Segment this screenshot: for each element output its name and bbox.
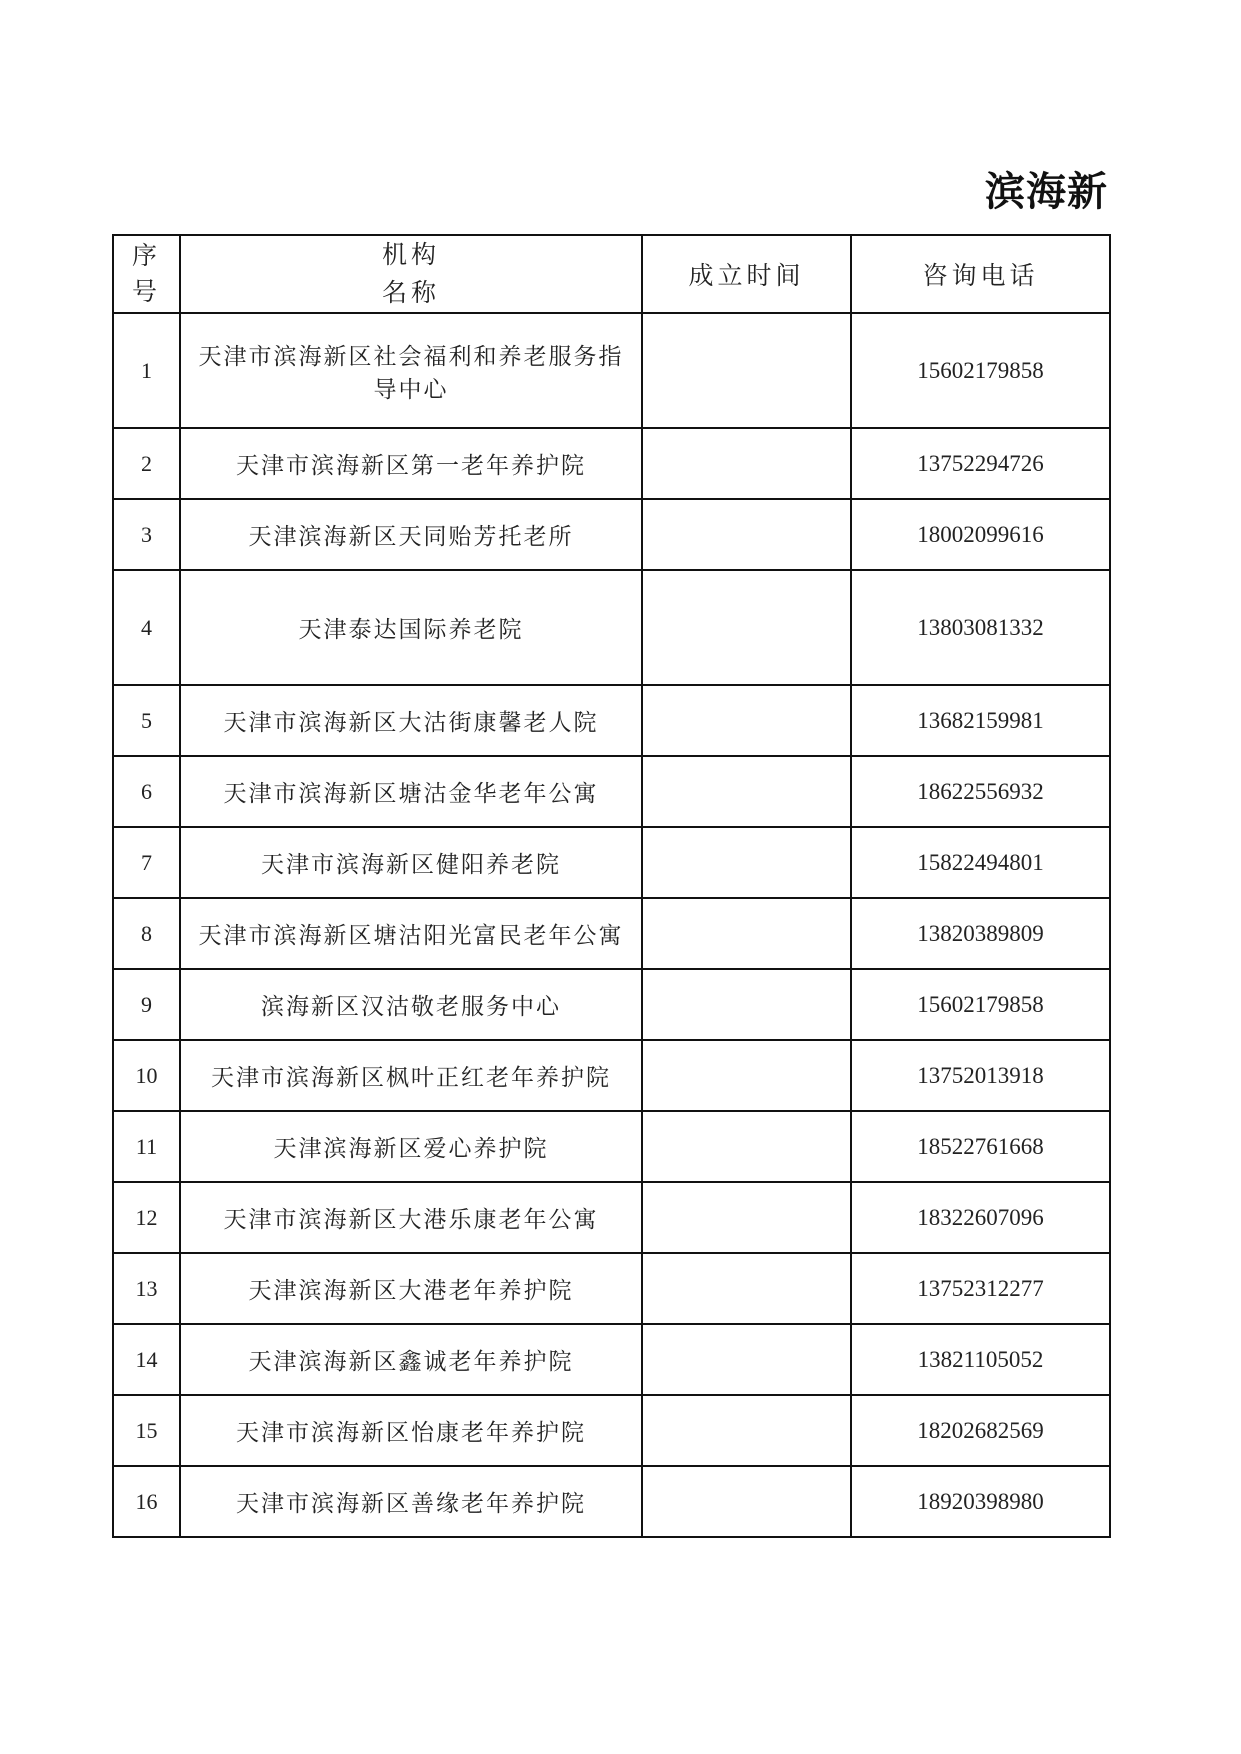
- institution-name: 天津市滨海新区塘沽阳光富民老年公寓: [180, 898, 642, 969]
- founded-date: [642, 827, 851, 898]
- phone-number: 18522761668: [851, 1111, 1110, 1182]
- header-phone: 咨询电话: [851, 235, 1110, 313]
- institution-name: 天津市滨海新区健阳养老院: [180, 827, 642, 898]
- row-number: 6: [113, 756, 180, 827]
- table-row: [113, 1395, 1110, 1466]
- table-row: [113, 969, 1110, 1040]
- founded-date: [642, 685, 851, 756]
- phone-number: 13752312277: [851, 1253, 1110, 1324]
- table-row: [113, 313, 1110, 428]
- phone-number: 18920398980: [851, 1466, 1110, 1537]
- institution-name: 天津市滨海新区大沽街康馨老人院: [180, 685, 642, 756]
- row-number: 1: [113, 313, 180, 428]
- phone-number: 13752294726: [851, 428, 1110, 499]
- row-number: 13: [113, 1253, 180, 1324]
- institution-name: 天津滨海新区大港老年养护院: [180, 1253, 642, 1324]
- row-number: 9: [113, 969, 180, 1040]
- table-header-row: [113, 235, 1110, 313]
- phone-number: 13820389809: [851, 898, 1110, 969]
- phone-number: 18322607096: [851, 1182, 1110, 1253]
- row-number: 4: [113, 570, 180, 685]
- phone-number: 15602179858: [851, 313, 1110, 428]
- header-name: 机构 名称: [180, 235, 642, 313]
- header-seq: 序 号: [113, 235, 180, 313]
- founded-date: [642, 898, 851, 969]
- institution-name: 天津市滨海新区善缘老年养护院: [180, 1466, 642, 1537]
- page-title: 滨海新: [985, 169, 1108, 215]
- row-number: 15: [113, 1395, 180, 1466]
- founded-date: [642, 313, 851, 428]
- phone-number: 18202682569: [851, 1395, 1110, 1466]
- founded-date: [642, 1466, 851, 1537]
- table-row: [113, 1466, 1110, 1537]
- row-number: 12: [113, 1182, 180, 1253]
- row-number: 2: [113, 428, 180, 499]
- institution-name: 天津市滨海新区大港乐康老年公寓: [180, 1182, 642, 1253]
- institution-name: 天津市滨海新区社会福利和养老服务指导中心: [180, 313, 642, 428]
- founded-date: [642, 1324, 851, 1395]
- row-number: 14: [113, 1324, 180, 1395]
- institution-name: 天津滨海新区爱心养护院: [180, 1111, 642, 1182]
- founded-date: [642, 1182, 851, 1253]
- row-number: 10: [113, 1040, 180, 1111]
- institution-name: 天津市滨海新区枫叶正红老年养护院: [180, 1040, 642, 1111]
- phone-number: 13821105052: [851, 1324, 1110, 1395]
- table-row: [113, 428, 1110, 499]
- institution-name: 天津滨海新区鑫诚老年养护院: [180, 1324, 642, 1395]
- phone-number: 15602179858: [851, 969, 1110, 1040]
- phone-number: 13803081332: [851, 570, 1110, 685]
- row-number: 3: [113, 499, 180, 570]
- table-body: [113, 313, 1110, 1537]
- table-row: [113, 1182, 1110, 1253]
- row-number: 11: [113, 1111, 180, 1182]
- phone-number: 13682159981: [851, 685, 1110, 756]
- table-row: [113, 1111, 1110, 1182]
- founded-date: [642, 969, 851, 1040]
- table-row: [113, 570, 1110, 685]
- table-row: [113, 898, 1110, 969]
- phone-number: 18002099616: [851, 499, 1110, 570]
- table-row: [113, 499, 1110, 570]
- table-row: [113, 685, 1110, 756]
- table-row: [113, 1253, 1110, 1324]
- row-number: 8: [113, 898, 180, 969]
- founded-date: [642, 1111, 851, 1182]
- institution-table: [112, 234, 1111, 1538]
- institution-name: 天津泰达国际养老院: [180, 570, 642, 685]
- institution-name: 滨海新区汉沽敬老服务中心: [180, 969, 642, 1040]
- founded-date: [642, 756, 851, 827]
- table-row: [113, 1040, 1110, 1111]
- founded-date: [642, 570, 851, 685]
- institution-name: 天津市滨海新区塘沽金华老年公寓: [180, 756, 642, 827]
- founded-date: [642, 1040, 851, 1111]
- table-row: [113, 827, 1110, 898]
- phone-number: 18622556932: [851, 756, 1110, 827]
- phone-number: 13752013918: [851, 1040, 1110, 1111]
- founded-date: [642, 1253, 851, 1324]
- institution-name: 天津市滨海新区第一老年养护院: [180, 428, 642, 499]
- row-number: 16: [113, 1466, 180, 1537]
- phone-number: 15822494801: [851, 827, 1110, 898]
- founded-date: [642, 499, 851, 570]
- institution-name: 天津滨海新区天同贻芳托老所: [180, 499, 642, 570]
- table-row: [113, 756, 1110, 827]
- founded-date: [642, 1395, 851, 1466]
- table-row: [113, 1324, 1110, 1395]
- institution-name: 天津市滨海新区怡康老年养护院: [180, 1395, 642, 1466]
- founded-date: [642, 428, 851, 499]
- row-number: 5: [113, 685, 180, 756]
- row-number: 7: [113, 827, 180, 898]
- header-founded: 成立时间: [642, 235, 851, 313]
